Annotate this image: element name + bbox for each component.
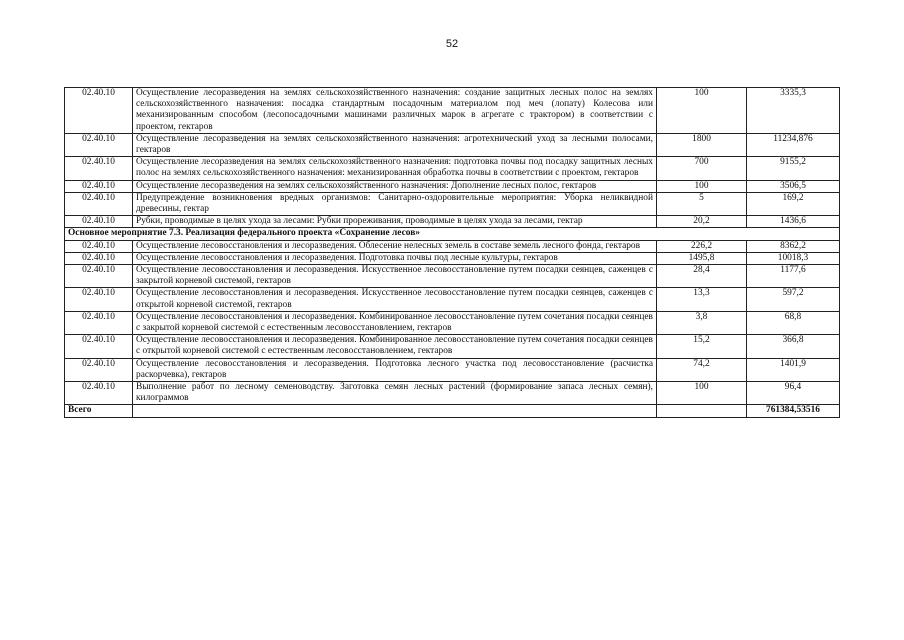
row-quantity: 100 <box>657 180 747 192</box>
row-amount: 11234,876 <box>747 133 840 156</box>
row-quantity: 15,2 <box>657 335 747 358</box>
table-row <box>65 311 840 334</box>
row-description: Осуществление лесовосстановления и лесоразведения. Подготовка лесного участка под лесовосстановление (расчистка раскорчевка), гектаров <box>133 358 657 381</box>
row-description: Рубки, проводимые в целях ухода за лесами: Рубки прореживания, проводимые в целях ухода за лесами, гектар <box>133 216 657 228</box>
row-quantity: 1800 <box>657 133 747 156</box>
total-sum: 761384,53516 <box>747 405 840 417</box>
table-body-section <box>65 228 840 240</box>
row-description: Осуществление лесовосстановления и лесоразведения. Комбинированное лесовосстановление путем сочетания посадки сеянцев с открытой корневой системой с естественным лесовосстановлением, гектаров <box>133 335 657 358</box>
row-code: 02.40.10 <box>65 216 133 228</box>
row-description: Выполнение работ по лесному семеноводству. Заготовка семян лесных растений (формирование запаса лесных семян), килограммов <box>133 382 657 405</box>
row-code: 02.40.10 <box>65 358 133 381</box>
table-row <box>65 216 840 228</box>
row-code: 02.40.10 <box>65 288 133 311</box>
row-quantity: 28,4 <box>657 265 747 288</box>
row-code: 02.40.10 <box>65 180 133 192</box>
row-quantity: 74,2 <box>657 358 747 381</box>
row-code: 02.40.10 <box>65 335 133 358</box>
row-quantity: 700 <box>657 157 747 180</box>
row-description: Осуществление лесовосстановления и лесоразведения. Искусственное лесовосстановление путем посадки сеянцев, саженцев с открытой корневой системой, гектаров <box>133 288 657 311</box>
row-code: 02.40.10 <box>65 133 133 156</box>
row-amount: 10018,3 <box>747 252 840 264</box>
row-code: 02.40.10 <box>65 240 133 252</box>
row-amount: 68,8 <box>747 311 840 334</box>
row-code: 02.40.10 <box>65 88 133 134</box>
row-code: 02.40.10 <box>65 382 133 405</box>
table-row <box>65 157 840 180</box>
row-amount: 8362,2 <box>747 240 840 252</box>
row-code: 02.40.10 <box>65 192 133 215</box>
table-row <box>65 335 840 358</box>
total-empty-qty <box>657 405 747 417</box>
row-amount: 9155,2 <box>747 157 840 180</box>
row-amount: 3335,3 <box>747 88 840 134</box>
row-description: Осуществление лесоразведения на землях сельскохозяйственного назначения: агротехнический уход за лесными полосами, гектаров <box>133 133 657 156</box>
table-row <box>65 252 840 264</box>
table-row <box>65 180 840 192</box>
row-code: 02.40.10 <box>65 252 133 264</box>
row-description: Предупреждение возникновения вредных организмов: Санитарно-оздоровительные мероприятия: Уборка неликвидной древесины, гектар <box>133 192 657 215</box>
row-description: Осуществление лесовосстановления и лесоразведения. Подготовка почвы под лесные культуры, гектаров <box>133 252 657 264</box>
row-amount: 597,2 <box>747 288 840 311</box>
table-row <box>65 240 840 252</box>
row-amount: 3506,5 <box>747 180 840 192</box>
row-amount: 96,4 <box>747 382 840 405</box>
row-amount: 1401,9 <box>747 358 840 381</box>
row-quantity: 100 <box>657 88 747 134</box>
table-row <box>65 133 840 156</box>
row-description: Осуществление лесоразведения на землях сельскохозяйственного назначения: подготовка почвы под посадку защитных лесных полос на землях сельскохозяйственного назначения: механизированная обработка почвы в соответствии с проектом, гектаров <box>133 157 657 180</box>
page-number: 52 <box>445 38 459 50</box>
row-quantity: 13,3 <box>657 288 747 311</box>
table-row <box>65 265 840 288</box>
row-quantity: 5 <box>657 192 747 215</box>
row-quantity: 1495,8 <box>657 252 747 264</box>
table-row <box>65 358 840 381</box>
total-empty-desc <box>133 405 657 417</box>
row-description: Осуществление лесовосстановления и лесоразведения. Искусственное лесовосстановление путем посадки сеянцев, саженцев с закрытой корневой системой, гектаров <box>133 265 657 288</box>
row-description: Осуществление лесовосстановления и лесоразведения. Облесение нелесных земель в составе земель лесного фонда, гектаров <box>133 240 657 252</box>
section-row <box>65 228 840 240</box>
table-body-federal-project <box>65 240 840 405</box>
row-code: 02.40.10 <box>65 311 133 334</box>
table-row <box>65 382 840 405</box>
row-code: 02.40.10 <box>65 157 133 180</box>
row-quantity: 3,8 <box>657 311 747 334</box>
total-label: Всего <box>65 405 133 417</box>
row-code: 02.40.10 <box>65 265 133 288</box>
table-body-total <box>65 405 840 417</box>
row-quantity: 226,2 <box>657 240 747 252</box>
total-row <box>65 405 840 417</box>
row-amount: 1177,6 <box>747 265 840 288</box>
row-quantity: 20,2 <box>657 216 747 228</box>
row-amount: 169,2 <box>747 192 840 215</box>
table-row <box>65 288 840 311</box>
section-title: Основное мероприятие 7.3. Реализация федерального проекта «Сохранение лесов» <box>65 228 840 240</box>
row-amount: 366,8 <box>747 335 840 358</box>
row-description: Осуществление лесоразведения на землях сельскохозяйственного назначения: создание защитных лесных полос на землях сельскохозяйственного назначения: посадка стандартным посадочным материалом под меч (лопату) Колесова или механизированным способом (лесопосадочными машинами различных марок в агрегате с трактором) в соответствии с проектом, гектаров <box>133 88 657 134</box>
row-amount: 1436,6 <box>747 216 840 228</box>
budget-table <box>64 87 840 418</box>
row-description: Осуществление лесовосстановления и лесоразведения. Комбинированное лесовосстановление путем сочетания посадки сеянцев с закрытой корневой системой с естественным лесовосстановлением, гектаров <box>133 311 657 334</box>
row-description: Осуществление лесоразведения на землях сельскохозяйственного назначения: Дополнение лесных полос, гектаров <box>133 180 657 192</box>
table-body-activities <box>65 88 840 228</box>
row-quantity: 100 <box>657 382 747 405</box>
table-row <box>65 88 840 134</box>
table-row <box>65 192 840 215</box>
